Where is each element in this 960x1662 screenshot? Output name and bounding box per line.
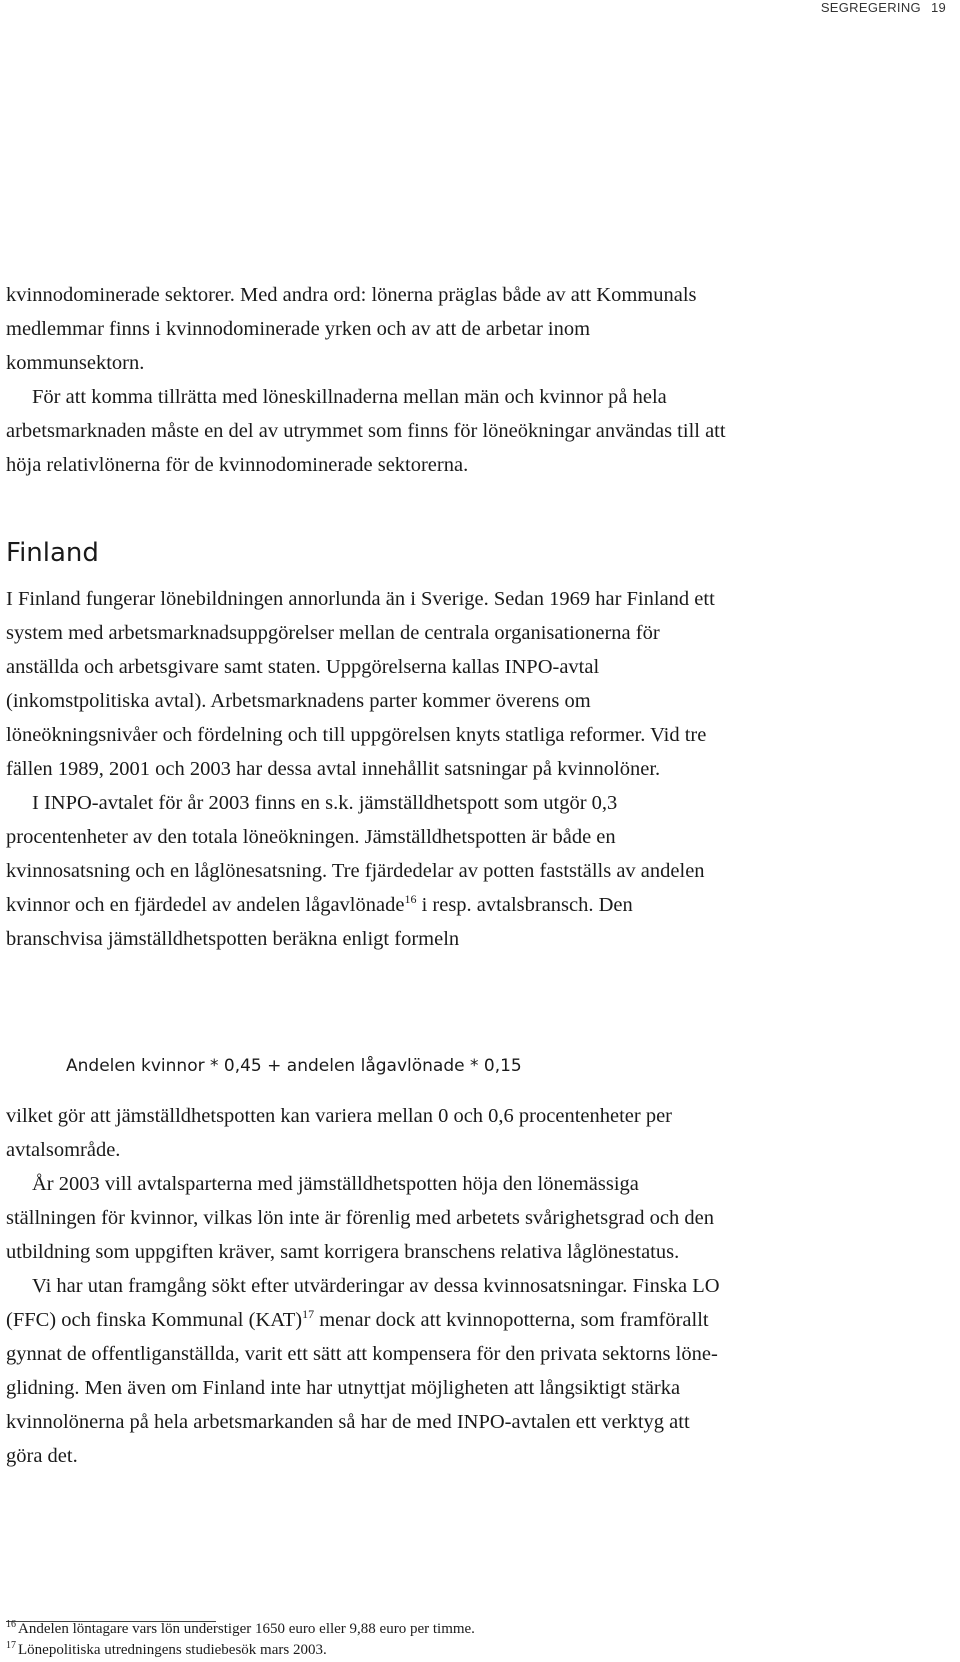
paragraph xyxy=(6,786,726,956)
footnotes xyxy=(6,1619,475,1661)
paragraph: År 2003 vill avtalsparterna med jämställdhetspotten höja den lönemässiga ställningen för kvinnor, vilkas lön inte är förenlig med arbetets svårighetsgrad och den utbildning som uppgiften kräver, samt korrigera branschens relativa låglönestatus. xyxy=(6,1173,714,1263)
footnote-text: Lönepolitiska utredningens studiebesök mars 2003. xyxy=(18,1642,327,1658)
paragraph-text: I INPO-avtalet för år 2003 finns en s.k. jämställdhetspott som utgör 0,3 procentenheter av den totala löneökningen. Jämställdhetspotten är både en kvinnosatsning och en låglönesatsning. Tre fjärdedelar av potten fastställs av andelen kvinnor och en fjärdedel av andelen lågavlönade xyxy=(6,792,705,916)
paragraph-text: i resp. avtalsbransch. Den branschvisa jämställdhetspotten beräkna enligt formeln xyxy=(6,894,633,950)
paragraph xyxy=(6,1269,726,1473)
section-title: SEGREGERING xyxy=(820,0,921,15)
footnote xyxy=(6,1640,475,1661)
paragraph: vilket gör att jämställdhetspotten kan variera mellan 0 och 0,6 procentenheter per avtalsområde. xyxy=(6,1105,673,1161)
footnote-number: 16 xyxy=(6,1619,16,1630)
paragraph-text: menar dock att kvinnopotterna, som framförallt gynnat de offentliganställda, varit ett sätt att kompensera för den privata sektorns löneglidning. Men även om Finland inte har utnyttjat möjligheten att långsiktigt stärka kvinnolönerna på hela arbetsmarkanden så har de med INPO-avtalen ett verktyg att göra det. xyxy=(6,1309,718,1467)
finland-text-block xyxy=(6,582,726,956)
paragraph: kvinnodominerade sektorer. Med andra ord: lönerna präglas både av att Kommunals medlemmar finns i kvinnodominerade yrken och av att de arbetar inom kommunsektorn. xyxy=(6,284,697,374)
intro-text-block xyxy=(6,278,726,482)
running-header xyxy=(821,0,946,15)
page-number: 19 xyxy=(930,0,946,15)
footnote-number: 17 xyxy=(6,1640,16,1651)
paragraph: I Finland fungerar lönebildningen annorlunda än i Sverige. Sedan 1969 har Finland ett system med arbetsmarknadsuppgörelser mellan de centrala organisationerna för anställda och arbetsgivare samt staten. Uppgörelserna kallas INPO-avtal (inkomstpolitiska avtal). Arbetsmarknadens parter kommer överens om löneökningsnivåer och fördelning och till uppgörelsen knyts statliga reformer. Vid tre fällen 1989, 2001 och 2003 har dessa avtal innehållit satsningar på kvinnolöner. xyxy=(6,588,715,780)
section-heading: Finland xyxy=(6,538,99,568)
paragraph: För att komma tillrätta med löneskillnaderna mellan män och kvinnor på hela arbetsmarknaden måste en del av utrymmet som finns för löneökningar användas till att höja relativlönerna för de kvinnodominerade sektorerna. xyxy=(6,386,726,476)
conclusion-text-block xyxy=(6,1099,726,1473)
paragraph-text: Vi har utan framgång sökt efter utvärderingar av dessa kvinnosatsningar. Finska LO (FFC) och finska Kommunal (KAT) xyxy=(6,1275,720,1331)
footnote-ref[interactable]: 16 xyxy=(404,892,417,907)
footnote-text: Andelen löntagare vars lön understiger 1650 euro eller 9,88 euro per timme. xyxy=(18,1621,475,1637)
formula: Andelen kvinnor * 0,45 + andelen lågavlönade * 0,15 xyxy=(66,1056,522,1076)
footnote xyxy=(6,1619,475,1640)
footnote-ref[interactable]: 17 xyxy=(302,1307,315,1322)
